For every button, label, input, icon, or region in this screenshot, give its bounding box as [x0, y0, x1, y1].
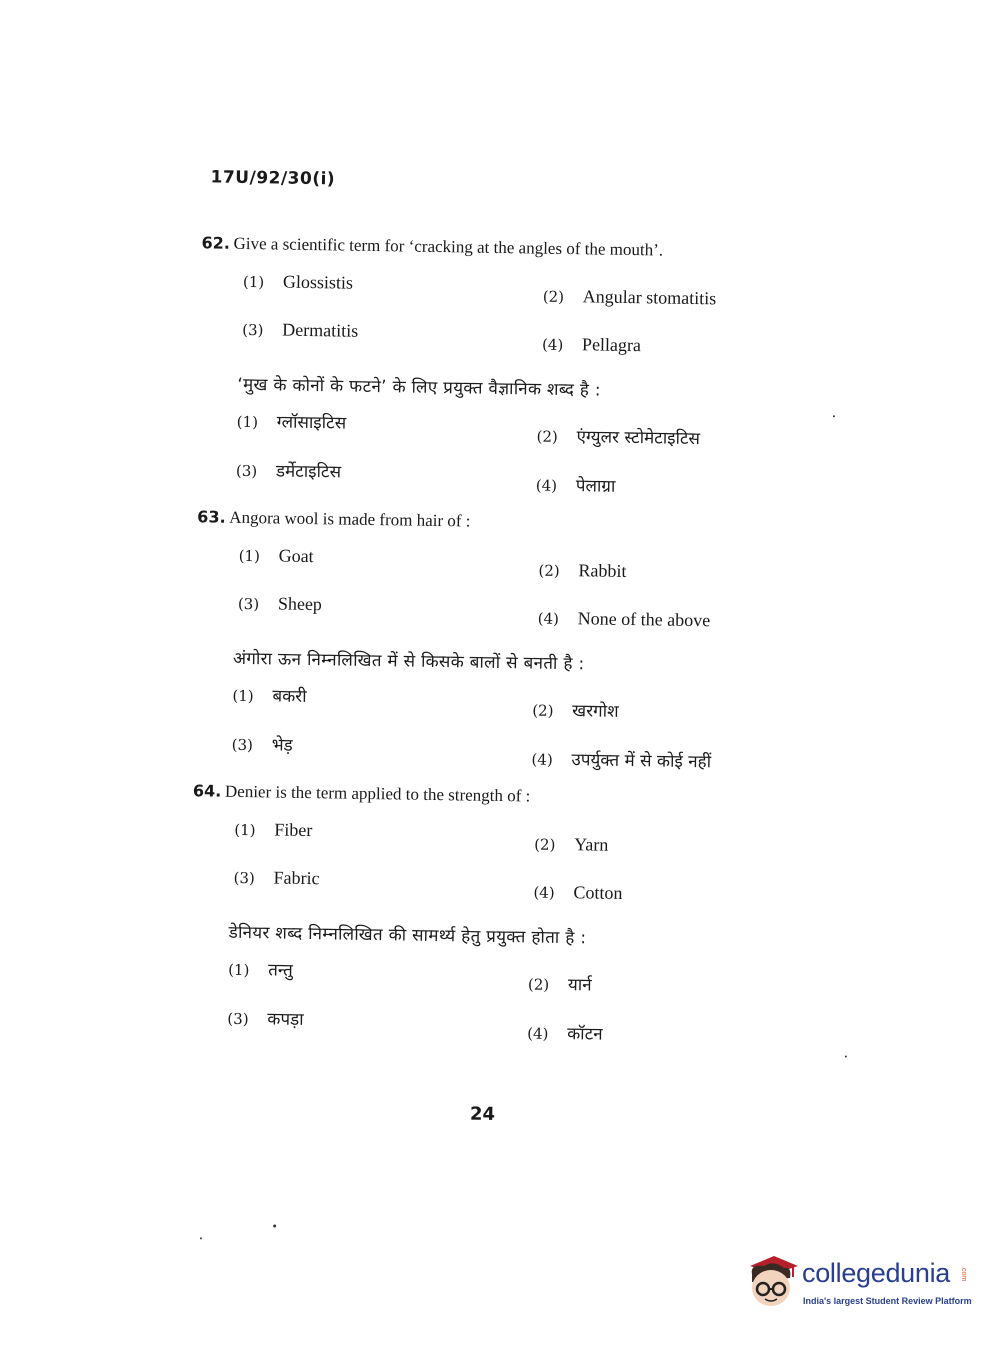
option-number: (1): [234, 820, 256, 840]
option-number: (3): [227, 1009, 249, 1029]
option-number: (4): [537, 609, 560, 628]
option-4-hi: [536, 473, 836, 501]
scan-speck: [200, 1237, 202, 1239]
page-number: 24: [469, 1103, 496, 1125]
option-number: (2): [532, 701, 554, 720]
option-number: (3): [231, 735, 254, 755]
question-text-hi: ‘मुख के कोनों के फटने’ के लिए प्रयुक्त वैज्ञानिक शब्द है :: [237, 374, 602, 401]
option-label: पेलाग्रा: [575, 476, 616, 497]
question-62: [198, 233, 842, 500]
option-label: तन्तु: [267, 960, 293, 981]
option-label: Sheep: [277, 593, 323, 615]
option-number: (3): [235, 461, 258, 481]
option-number: (2): [536, 427, 558, 446]
scan-speck: [845, 1055, 847, 1057]
scan-speck: [273, 1225, 276, 1228]
options-en: [233, 819, 832, 907]
option-3: [238, 593, 538, 629]
option-1-hi: [236, 409, 536, 447]
brand-tagline: India's largest Student Review Platform: [803, 1296, 972, 1306]
option-label: Glossistis: [282, 271, 354, 293]
option-number: (3): [237, 594, 260, 614]
option-number: (2): [534, 835, 556, 854]
collegedunia-logo: [744, 1252, 970, 1312]
question-63: [193, 507, 837, 774]
question-text-hi: डेनियर शब्द निम्नलिखित की सामर्थ्य हेतु प्रयुक्त होता है :: [228, 922, 587, 949]
question-text-en: Denier is the term applied to the strength of :: [224, 781, 531, 806]
option-label: None of the above: [577, 608, 711, 631]
options-hi: [231, 683, 834, 774]
option-1: [238, 545, 538, 581]
option-2-hi: [536, 424, 836, 452]
question-number: 62.: [201, 233, 231, 253]
option-label: Rabbit: [578, 560, 627, 581]
option-number: (4): [535, 476, 558, 495]
paper-code: 17U/92/30(i): [210, 167, 336, 190]
option-label: Yarn: [574, 834, 609, 855]
brand-domain: .com: [960, 1266, 967, 1282]
mascot-icon: [744, 1252, 802, 1312]
option-label: उपर्युक्त में से कोई नहीं: [571, 750, 712, 773]
options-hi: [236, 409, 839, 500]
option-2-hi: [528, 971, 828, 999]
option-4-hi: [527, 1020, 827, 1048]
option-number: (1): [238, 546, 261, 566]
question-number: 64.: [192, 781, 222, 801]
option-number: (1): [236, 412, 259, 432]
option-4: [542, 334, 842, 360]
brand-name: collegedunia: [802, 1258, 951, 1288]
option-label: Dermatitis: [282, 319, 359, 341]
option-number: (2): [538, 561, 560, 580]
option-3-hi: [231, 732, 531, 770]
option-3-hi: [227, 1006, 527, 1044]
options-hi: [227, 957, 830, 1048]
option-label: Angular stomatitis: [582, 286, 717, 309]
option-3-hi: [236, 458, 536, 496]
option-1-hi: [228, 957, 528, 995]
option-number: (1): [232, 686, 254, 706]
option-1: [243, 271, 543, 307]
option-label: Fabric: [273, 867, 320, 889]
option-number: (4): [527, 1024, 549, 1043]
option-label: Pellagra: [581, 334, 642, 356]
option-3: [233, 867, 533, 903]
options-en: [242, 271, 841, 359]
question-text-en: Angora wool is made from hair of :: [229, 507, 471, 531]
option-number: (4): [531, 750, 553, 769]
option-number: (1): [242, 272, 265, 292]
option-3: [242, 319, 542, 355]
option-number: (3): [242, 320, 264, 340]
option-2-hi: [532, 698, 832, 726]
option-4-hi: [531, 747, 831, 775]
option-number: (1): [228, 960, 250, 980]
option-number: (4): [533, 883, 555, 902]
question-text-en: Give a scientific term for ‘cracking at the angles of the mouth’.: [233, 233, 664, 260]
option-2: [543, 286, 843, 312]
scan-speck: [833, 415, 835, 417]
question-64: [189, 781, 833, 1048]
option-4: [533, 882, 833, 908]
option-label: ग्लॉसाइटिस: [276, 412, 347, 434]
option-label: डर्मेटाइटिस: [275, 461, 342, 483]
option-label: बकरी: [272, 686, 307, 707]
option-4: [538, 608, 838, 634]
option-label: Goat: [278, 545, 314, 567]
question-text-hi: अंगोरा ऊन निम्नलिखित में से किसके बालों से बनती है :: [232, 648, 585, 675]
question-number: 63.: [197, 507, 226, 527]
option-1-hi: [232, 683, 532, 721]
option-label: कॉटन: [567, 1024, 603, 1045]
option-label: एंग्युलर स्टोमेटाइटिस: [576, 427, 701, 450]
option-2: [534, 834, 834, 860]
option-2: [538, 560, 838, 586]
option-label: खरगोश: [572, 701, 619, 722]
option-number: (2): [542, 287, 565, 306]
option-number: (2): [527, 975, 550, 994]
option-1: [234, 819, 534, 855]
option-number: (4): [541, 335, 564, 354]
option-label: यार्न: [567, 975, 592, 996]
option-number: (3): [233, 868, 255, 888]
option-label: भेड़: [271, 735, 293, 756]
option-label: Fiber: [274, 819, 313, 841]
options-en: [238, 545, 837, 633]
option-label: Cotton: [573, 882, 623, 903]
option-label: कपड़ा: [267, 1009, 304, 1030]
